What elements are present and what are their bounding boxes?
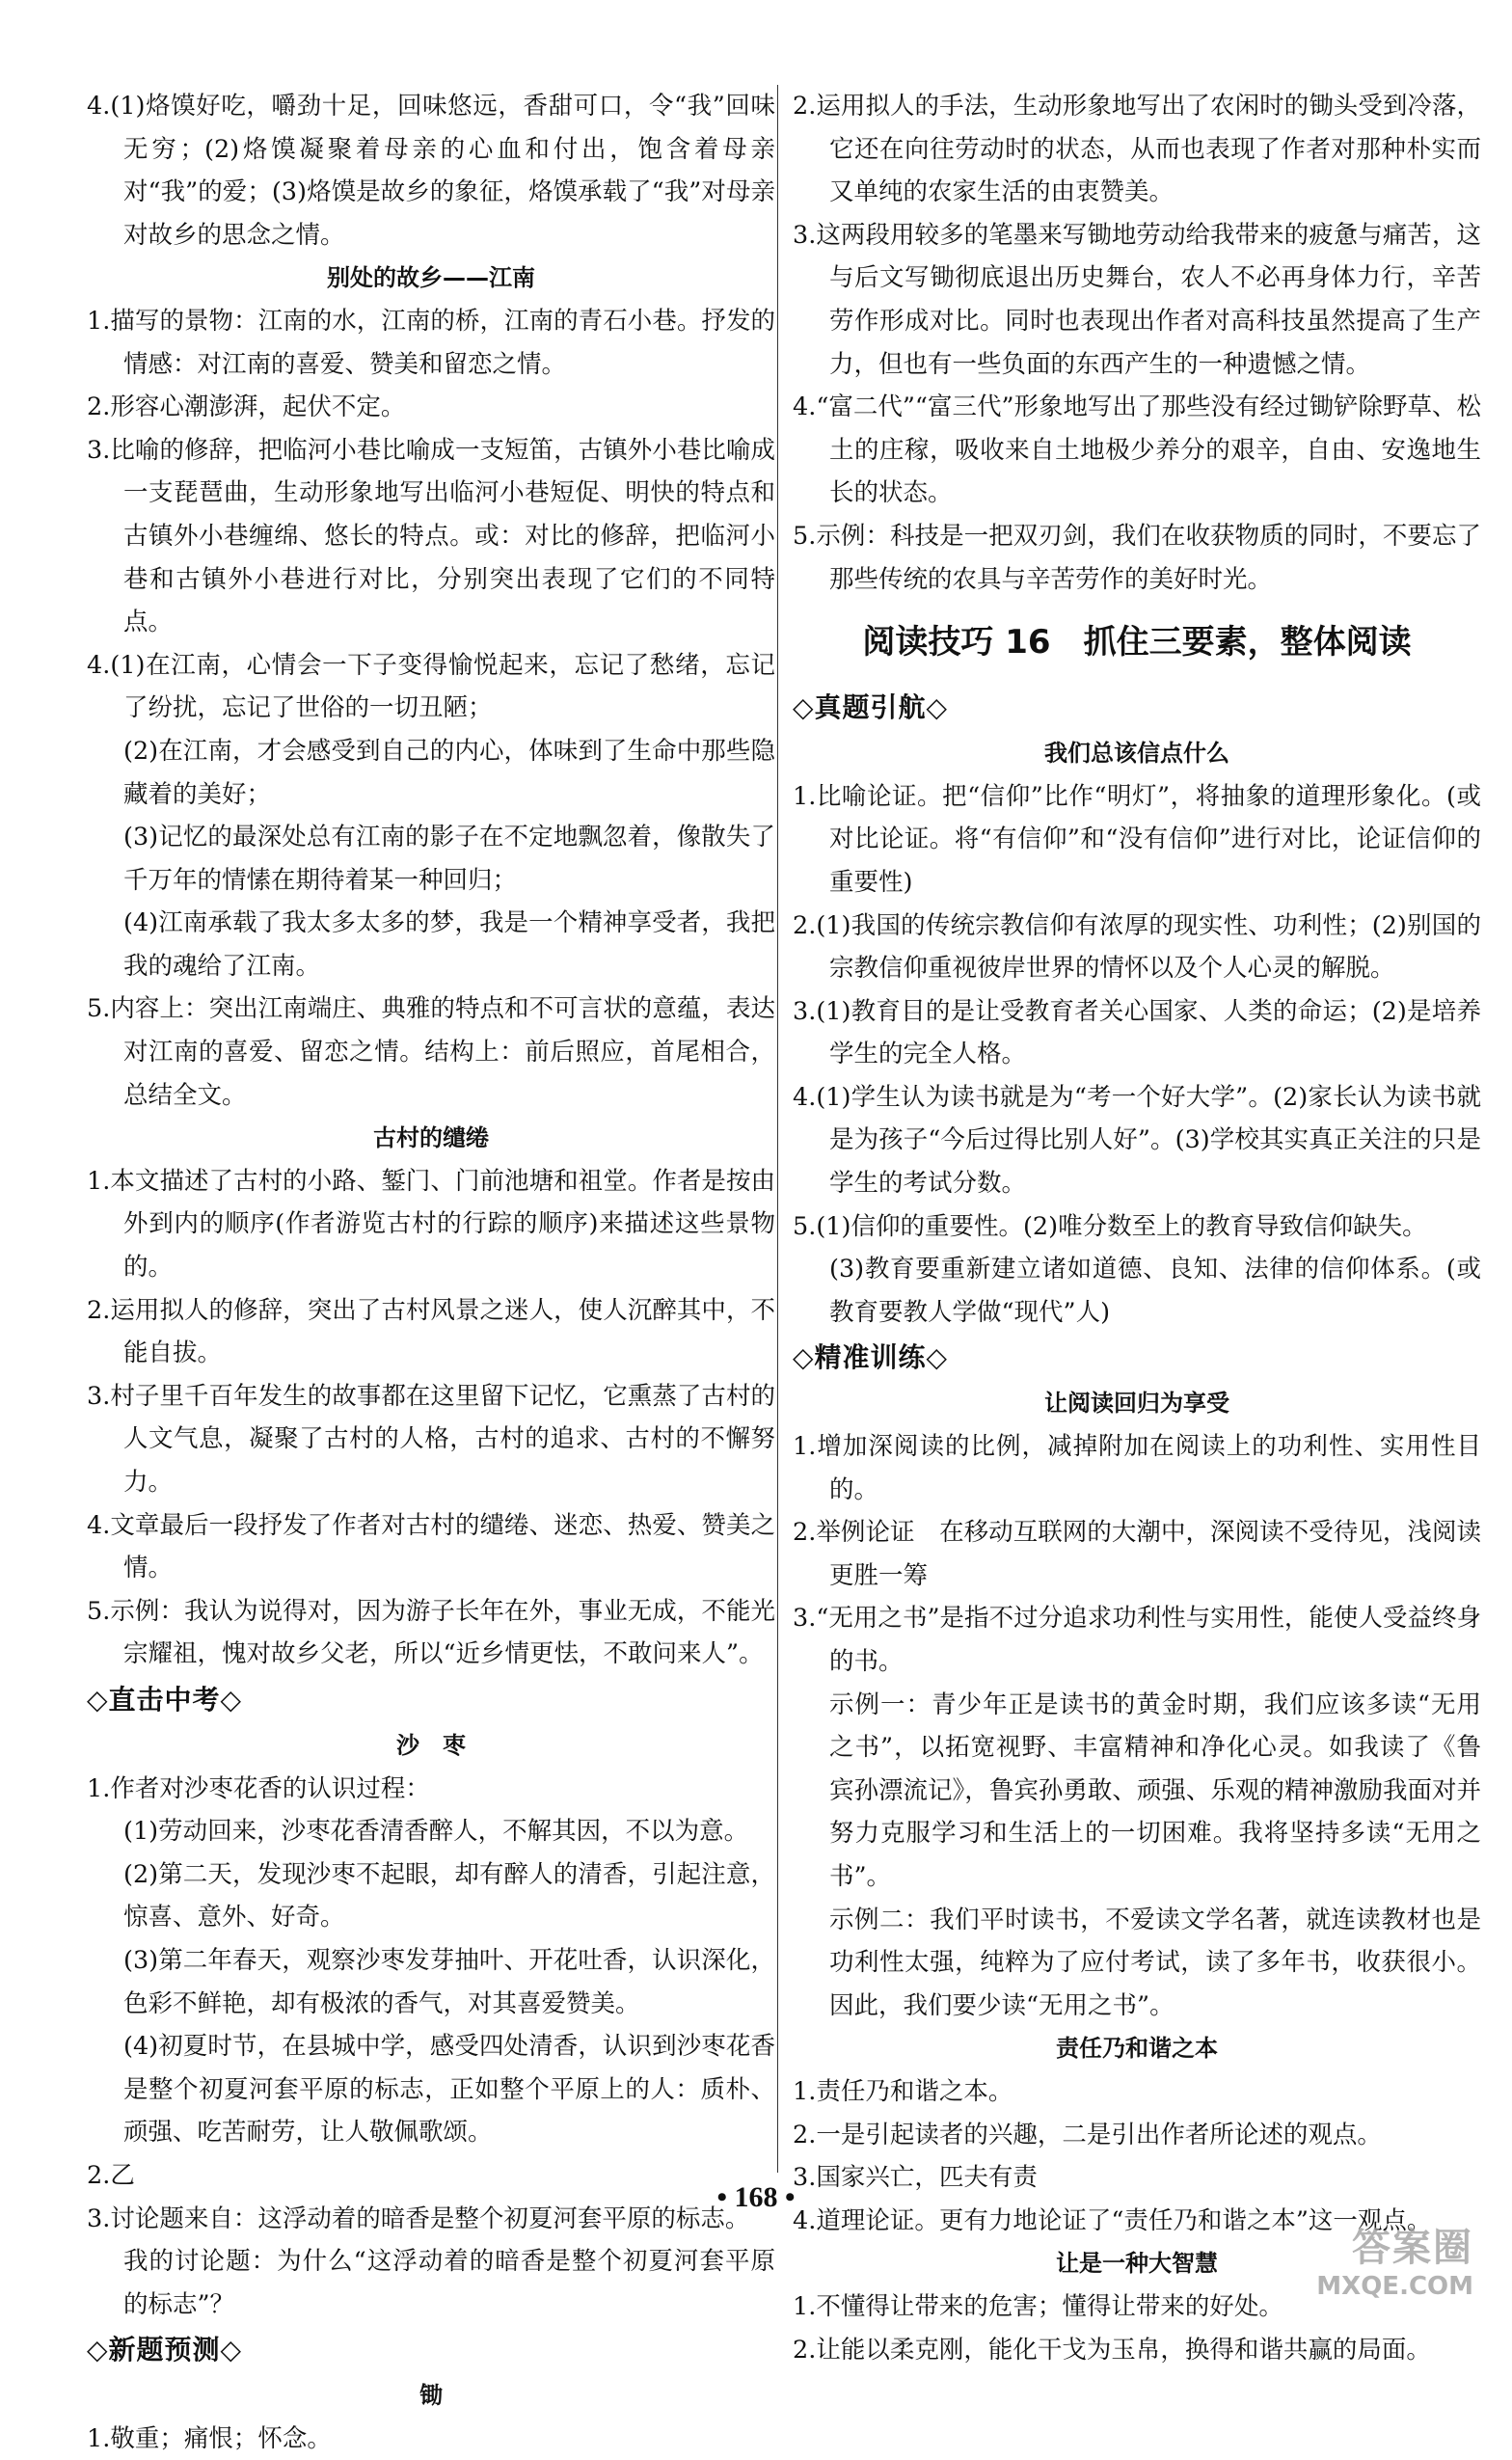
article-title: 责任乃和谐之本 <box>1056 2035 1218 2063</box>
answer-item: 5.示例：我认为说得对，因为游子长年在外，事业无成，不能光宗耀祖，愧对故乡父老，所以“近乡情更怯，不敢问来人”。 <box>87 1596 775 1669</box>
answer-subitem: (3)记忆的最深处总有江南的影子在不定地飘忽着，像散失了千万年的情愫在期待着某一种回归； <box>123 823 775 895</box>
watermark-url: MXQE.COM <box>1316 2272 1473 2301</box>
answer-subitem: 我的讨论题：为什么“这浮动着的暗香是整个初夏河套平原的标志”？ <box>123 2247 775 2319</box>
article-title: 别处的故乡——江南 <box>327 264 535 292</box>
answer-item: 5.示例：科技是一把双刃剑，我们在收获物质的同时，不要忘了那些传统的农具与辛苦劳作的美好时光。 <box>793 521 1481 594</box>
right-column <box>793 85 1481 2371</box>
answer-item: 4.(1)烙馍好吃，嚼劲十足，回味悠远，香甜可口，令“我”回味无穷；(2)烙馍凝聚着母亲的心血和付出，饱含着母亲对“我”的爱；(3)烙馍是故乡的象征，烙馍承载了“我”对母亲对故乡的思念之情。 <box>87 92 775 250</box>
watermark-logo <box>1316 2217 1473 2301</box>
watermark-logo-text: 答案圈 <box>1352 2226 1473 2270</box>
answer-item: 3.比喻的修辞，把临河小巷比喻成一支短笛，古镇外小巷比喻成一支琵琶曲，生动形象地写出临河小巷短促、明快的特点和古镇外小巷缠绵、悠长的特点。或：对比的修辞，把临河小巷和古镇外小巷进行对比，分别突出表现了它们的不同特点。 <box>87 435 775 637</box>
answer-item: 3.讨论题来自：这浮动着的暗香是整个初夏河套平原的标志。 <box>87 2203 750 2233</box>
answer-item: 1.敬重；痛恨；怀念。 <box>87 2423 332 2453</box>
answer-item: 1.责任乃和谐之本。 <box>793 2076 1013 2106</box>
answer-subitem: (4)初夏时节，在县城中学，感受四处清香，认识到沙枣花香是整个初夏河套平原的标志，正如整个平原上的人：质朴、顽强、吃苦耐劳，让人敬佩歌颂。 <box>123 2032 775 2148</box>
column-divider <box>777 85 778 2173</box>
answer-item: 2.形容心潮澎湃，起伏不定。 <box>87 392 406 422</box>
section-heading: ◇新题预测◇ <box>87 2334 243 2366</box>
answer-subitem: (3)教育要重新建立诸如道德、良知、法律的信仰体系。(或教育要教人学做“现代”人) <box>829 1255 1481 1327</box>
section-heading: ◇直击中考◇ <box>87 1683 243 1716</box>
answer-item: 4.(1)学生认为读书就是为“考一个好大学”。(2)家长认为读书就是为孩子“今后过得比别人好”。(3)学校其实真正关注的只是学生的考试分数。 <box>793 1082 1481 1199</box>
answer-subitem: (3)第二年春天，观察沙枣发芽抽叶、开花吐香，认识深化，色彩不鲜艳，却有极浓的香气，对其喜爱赞美。 <box>123 1945 775 2018</box>
section-heading: ◇真题引航◇ <box>793 691 949 724</box>
answer-subitem: (1)劳动回来，沙枣花香清香醉人，不解其因，不以为意。 <box>123 1817 749 1847</box>
left-column <box>87 85 775 2460</box>
answer-item: 2.运用拟人的修辞，突出了古村风景之迷人，使人沉醉其中，不能自拔。 <box>87 1295 775 1368</box>
answer-item: 2.乙 <box>87 2160 135 2190</box>
answer-item: 2.举例论证 在移动互联网的大潮中，深阅读不受待见，浅阅读更胜一筹 <box>793 1518 1481 1590</box>
answer-item: 3.国家兴亡，匹夫有责 <box>793 2163 1038 2193</box>
answer-item: 3.“无用之书”是指不过分追求功利性与实用性，能使人受益终身的书。 <box>793 1604 1481 1676</box>
answer-item: 4.道理论证。更有力地论证了“责任乃和谐之本”这一观点。 <box>793 2205 1432 2235</box>
answer-item: 3.这两段用较多的笔墨来写锄地劳动给我带来的疲惫与痛苦，这与后文写锄彻底退出历史舞台，农人不必再身体力行，辛苦劳作形成对比。同时也表现出作者对高科技虽然提高了生产力，但也有一些负面的东西产生的一种遗憾之情。 <box>793 220 1481 379</box>
article-title: 沙 枣 <box>396 1731 466 1759</box>
page-number: • 168 • <box>716 2181 796 2213</box>
answer-item: 1.本文描述了古村的小路、錾门、门前池塘和祖堂。作者是按由外到内的顺序(作者游览古村的行踪的顺序)来描述这些景物的。 <box>87 1166 775 1283</box>
answer-item: 2.一是引起读者的兴趣，二是引出作者所论述的观点。 <box>793 2120 1382 2149</box>
answer-item: 2.运用拟人的手法，生动形象地写出了农闲时的锄头受到冷落，它还在向往劳动时的状态，从而也表现了作者对那种朴实而又单纯的农家生活的由衷赞美。 <box>793 92 1481 207</box>
answer-item: 1.比喻论证。把“信仰”比作“明灯”，将抽象的道理形象化。(或对比论证。将“有信仰”和“没有信仰”进行对比，论证信仰的重要性) <box>793 781 1481 897</box>
answer-item: 4.(1)在江南，心情会一下子变得愉悦起来，忘记了愁绪，忘记了纷扰，忘记了世俗的一切丑陋； <box>87 650 775 723</box>
answer-item: 2.(1)我国的传统宗教信仰有浓厚的现实性、功利性；(2)别国的宗教信仰重视彼岸世界的情怀以及个人心灵的解脱。 <box>793 910 1481 984</box>
article-title: 让阅读回归为享受 <box>1044 1390 1229 1418</box>
section-heading: ◇精准训练◇ <box>793 1341 949 1374</box>
answer-item: 1.描写的景物：江南的水，江南的桥，江南的青石小巷。抒发的情感：对江南的喜爱、赞美和留恋之情。 <box>87 306 775 379</box>
answer-item: 2.让能以柔克刚，能化干戈为玉帛，换得和谐共赢的局面。 <box>793 2335 1431 2365</box>
answer-item: 1.增加深阅读的比例，减掉附加在阅读上的功利性、实用性目的。 <box>793 1432 1481 1504</box>
answer-item: 1.作者对沙枣花香的认识过程： <box>87 1773 430 1803</box>
article-title: 锄 <box>419 2382 443 2410</box>
answer-item: 4.“富二代”“富三代”形象地写出了那些没有经过锄铲除野草、松土的庄稼，吸收来自土地极少养分的艰辛，自由、安逸地生长的状态。 <box>793 392 1481 508</box>
answer-subitem: 示例一：青少年正是读书的黄金时期，我们应该多读“无用之书”，以拓宽视野、丰富精神和净化心灵。如我读了《鲁宾孙漂流记》，鲁宾孙勇敢、顽强、乐观的精神激励我面对并努力克服学习和生活上的一切困难。我将坚持多读“无用之书”。 <box>829 1690 1481 1891</box>
answer-item: 5.内容上：突出江南端庄、典雅的特点和不可言状的意蕴，表达对江南的喜爱、留恋之情。结构上：前后照应，首尾相合，总结全文。 <box>87 994 775 1110</box>
article-title: 我们总该信点什么 <box>1044 740 1229 768</box>
article-title: 古村的缱绻 <box>373 1124 489 1152</box>
chapter-title: 阅读技巧 16 抓住三要素，整体阅读 <box>862 623 1412 662</box>
answer-subitem: (4)江南承载了我太多太多的梦，我是一个精神享受者，我把我的魂给了江南。 <box>123 908 775 981</box>
answer-item: 4.文章最后一段抒发了作者对古村的缱绻、迷恋、热爱、赞美之情。 <box>87 1510 775 1583</box>
answer-item: 1.不懂得让带来的危害；懂得让带来的好处。 <box>793 2291 1283 2321</box>
answer-item: 3.(1)教育目的是让受教育者关心国家、人类的命运；(2)是培养学生的完全人格。 <box>793 996 1481 1069</box>
answer-subitem: (2)在江南，才会感受到自己的内心，体味到了生命中那些隐藏着的美好； <box>123 736 775 809</box>
answer-subitem: (2)第二天，发现沙枣不起眼，却有醉人的清香，引起注意，惊喜、意外、好奇。 <box>123 1859 775 1933</box>
answer-subitem: 示例二：我们平时读书，不爱读文学名著，就连读教材也是功利性太强，纯粹为了应付考试，读了多年书，收获很小。因此，我们要少读“无用之书”。 <box>829 1905 1481 2020</box>
answer-item: 3.村子里千百年发生的故事都在这里留下记忆，它熏蒸了古村的人文气息，凝聚了古村的人格，古村的追求、古村的不懈努力。 <box>87 1381 775 1497</box>
answer-item: 5.(1)信仰的重要性。(2)唯分数至上的教育导致信仰缺失。 <box>793 1211 1427 1241</box>
article-title: 让是一种大智慧 <box>1056 2250 1218 2278</box>
